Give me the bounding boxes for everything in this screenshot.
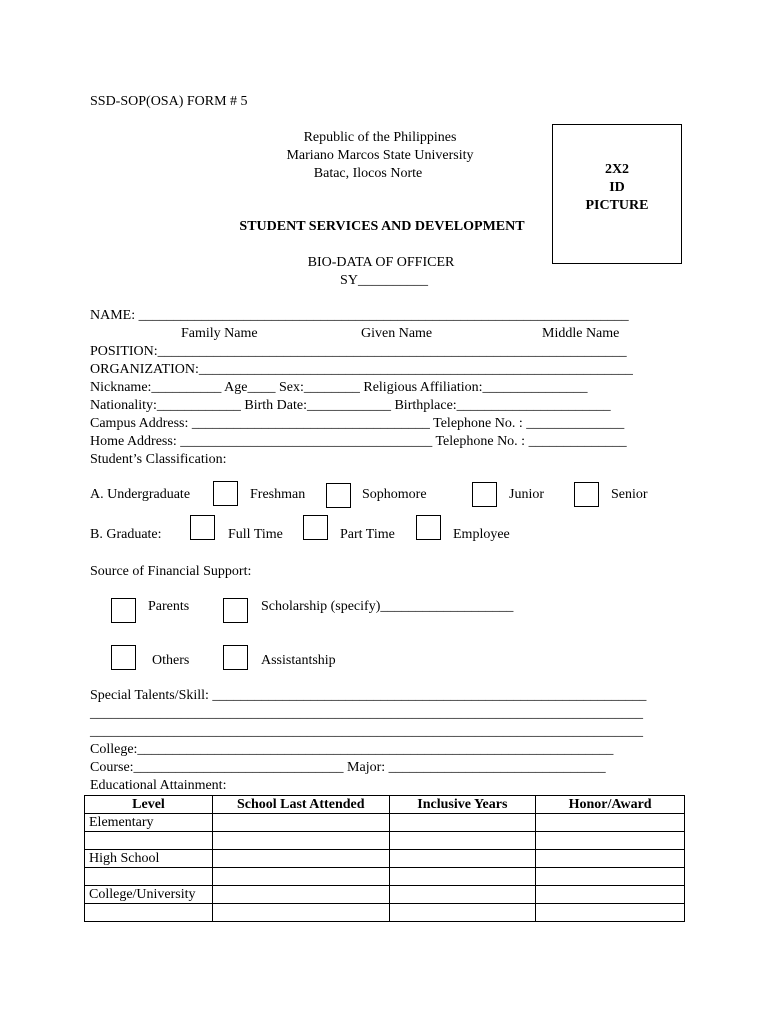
table-cell[interactable] xyxy=(389,814,536,832)
given-name-caption: Given Name xyxy=(361,326,433,341)
photo-label-2: ID xyxy=(609,180,625,195)
table-cell[interactable] xyxy=(536,850,685,868)
school-year: SY__________ xyxy=(340,273,428,288)
table-header-row xyxy=(85,796,685,814)
junior-checkbox[interactable] xyxy=(472,482,497,507)
table-cell[interactable] xyxy=(85,868,213,886)
header-level: Level xyxy=(85,796,213,814)
undergraduate-label: A. Undergraduate xyxy=(90,487,191,502)
nationality-row[interactable]: Nationality:____________ Birth Date:____________ Birthplace:______________________ xyxy=(90,398,611,413)
header-line3: Batac, Ilocos Norte xyxy=(313,166,423,181)
level-high-school: High School xyxy=(85,850,213,868)
senior-checkbox[interactable] xyxy=(574,482,599,507)
id-picture-box xyxy=(552,124,682,264)
financial-support-label: Source of Financial Support: xyxy=(90,564,252,579)
others-checkbox[interactable] xyxy=(111,645,136,670)
sophomore-label: Sophomore xyxy=(362,487,427,502)
table-cell[interactable] xyxy=(212,832,389,850)
table-row xyxy=(85,814,685,832)
freshman-checkbox[interactable] xyxy=(213,481,238,506)
office-title: STUDENT SERVICES AND DEVELOPMENT xyxy=(239,219,525,234)
table-cell[interactable] xyxy=(536,904,685,922)
part-time-label: Part Time xyxy=(340,527,395,542)
form-code: SSD-SOP(OSA) FORM # 5 xyxy=(90,94,248,109)
special-talents-field[interactable]: Special Talents/Skill: ______________________________________________________________ xyxy=(90,688,647,703)
table-row xyxy=(85,832,685,850)
form-title: BIO-DATA OF OFFICER xyxy=(307,255,455,270)
graduate-label: B. Graduate: xyxy=(90,527,162,542)
parents-checkbox[interactable] xyxy=(111,598,136,623)
table-cell[interactable] xyxy=(212,868,389,886)
part-time-checkbox[interactable] xyxy=(303,515,328,540)
others-label: Others xyxy=(152,653,190,668)
college-field[interactable]: College:____________________________________________________________________ xyxy=(90,742,614,757)
table-row xyxy=(85,868,685,886)
employee-label: Employee xyxy=(453,527,510,542)
freshman-label: Freshman xyxy=(250,487,306,502)
header-line1: Republic of the Philippines xyxy=(303,130,457,145)
table-cell[interactable] xyxy=(212,886,389,904)
photo-label-1: 2X2 xyxy=(604,162,630,177)
middle-name-caption: Middle Name xyxy=(542,326,620,341)
assistantship-label: Assistantship xyxy=(261,653,336,668)
table-cell[interactable] xyxy=(389,904,536,922)
table-row xyxy=(85,904,685,922)
classification-label: Student’s Classification: xyxy=(90,452,227,467)
talents-line-1[interactable]: _______________________________________________________________________________ xyxy=(90,706,643,721)
home-address-row[interactable]: Home Address: ____________________________________ Telephone No. : ______________ xyxy=(90,434,627,449)
scholarship-checkbox[interactable] xyxy=(223,598,248,623)
table-cell[interactable] xyxy=(536,868,685,886)
header-honor: Honor/Award xyxy=(536,796,685,814)
full-time-checkbox[interactable] xyxy=(190,515,215,540)
header-years: Inclusive Years xyxy=(389,796,536,814)
position-field[interactable]: POSITION:___________________________________________________________________ xyxy=(90,344,627,359)
table-cell[interactable] xyxy=(389,832,536,850)
full-time-label: Full Time xyxy=(228,527,283,542)
educational-attainment-label: Educational Attainment: xyxy=(90,778,227,793)
photo-label-3: PICTURE xyxy=(585,198,649,213)
table-cell[interactable] xyxy=(212,814,389,832)
campus-address-row[interactable]: Campus Address: __________________________________ Telephone No. : ______________ xyxy=(90,416,625,431)
talents-line-2[interactable]: _______________________________________________________________________________ xyxy=(90,724,643,739)
table-cell[interactable] xyxy=(536,886,685,904)
course-major-row[interactable]: Course:______________________________ Major: _______________________________ xyxy=(90,760,606,775)
table-cell[interactable] xyxy=(389,886,536,904)
level-college: College/University xyxy=(85,886,213,904)
table-cell[interactable] xyxy=(389,850,536,868)
assistantship-checkbox[interactable] xyxy=(223,645,248,670)
table-cell[interactable] xyxy=(536,814,685,832)
parents-label: Parents xyxy=(148,599,190,614)
scholarship-label: Scholarship (specify)___________________ xyxy=(261,599,514,614)
table-row xyxy=(85,850,685,868)
name-field[interactable]: NAME: ______________________________________________________________________ xyxy=(90,308,629,323)
level-elementary: Elementary xyxy=(85,814,213,832)
header-school: School Last Attended xyxy=(212,796,389,814)
organization-field[interactable]: ORGANIZATION:______________________________________________________________ xyxy=(90,362,633,377)
table-cell[interactable] xyxy=(536,832,685,850)
education-table xyxy=(84,795,685,922)
nickname-row[interactable]: Nickname:__________ Age____ Sex:________ Religious Affiliation:_______________ xyxy=(90,380,588,395)
sophomore-checkbox[interactable] xyxy=(326,483,351,508)
table-row xyxy=(85,886,685,904)
junior-label: Junior xyxy=(509,487,544,502)
table-cell[interactable] xyxy=(212,850,389,868)
table-cell[interactable] xyxy=(389,868,536,886)
table-cell[interactable] xyxy=(85,904,213,922)
family-name-caption: Family Name xyxy=(181,326,258,341)
table-cell[interactable] xyxy=(212,904,389,922)
senior-label: Senior xyxy=(611,487,648,502)
table-cell[interactable] xyxy=(85,832,213,850)
header-line2: Mariano Marcos State University xyxy=(286,148,474,163)
employee-checkbox[interactable] xyxy=(416,515,441,540)
